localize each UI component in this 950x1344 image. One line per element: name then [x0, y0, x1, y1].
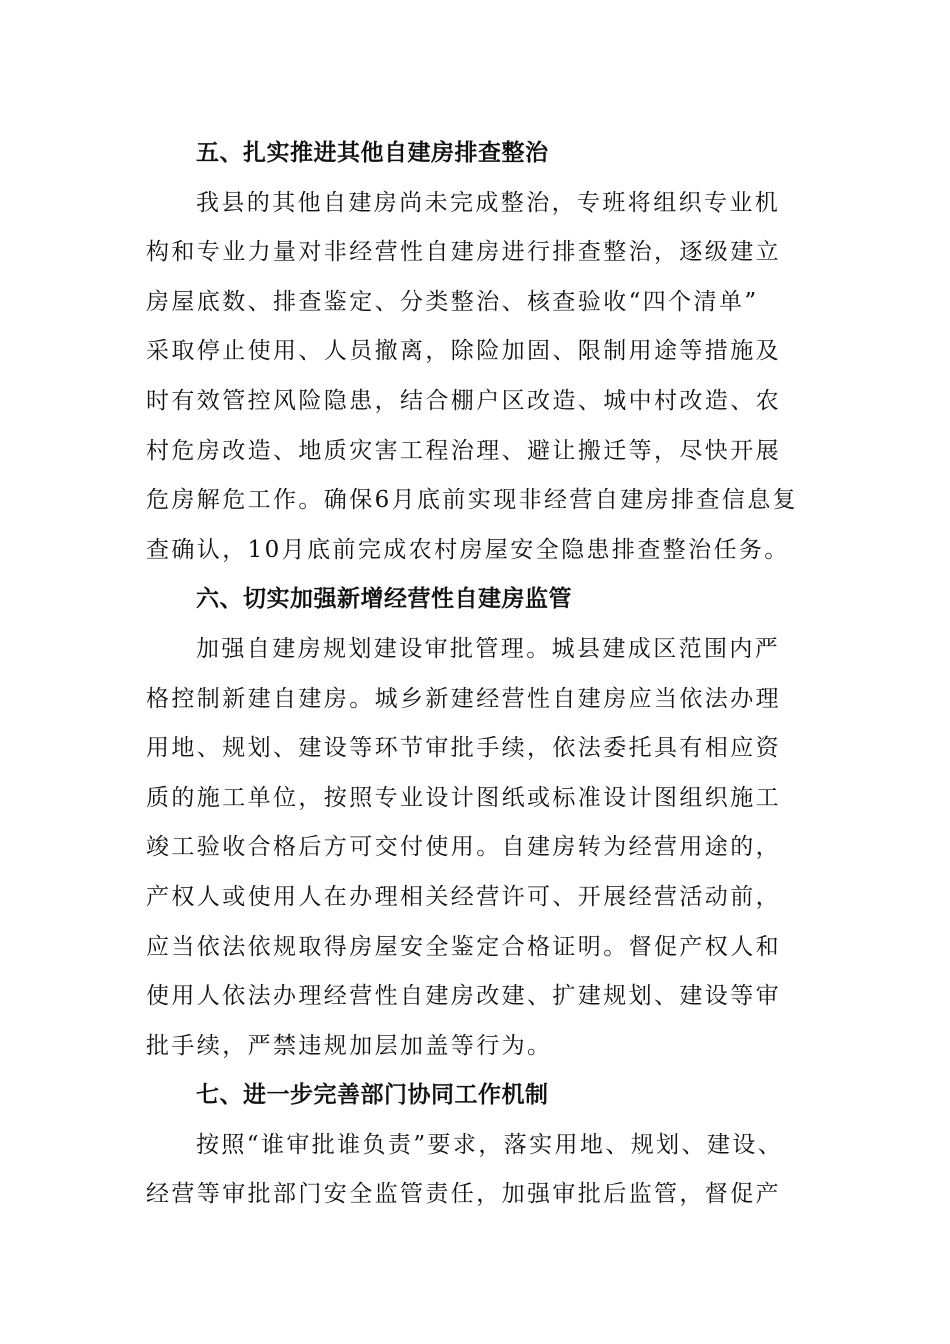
paragraph-line: 构和专业力量对非经营性自建房进行排查整治，逐级建立	[146, 239, 781, 266]
paragraph-line: 采取停止使用、人员撤离，除险加固、限制用途等措施及	[146, 338, 781, 365]
paragraph-line: 房屋底数、排查鉴定、分类整治、核查验收“四个清单”	[146, 288, 759, 315]
paragraph-line: 我县的其他自建房尚未完成整治，专班将组织专业机	[196, 189, 781, 216]
paragraph-line: 危房解危工作。确保6月底前实现非经营自建房排查信息复	[146, 487, 799, 514]
document-body	[146, 129, 826, 1220]
paragraph-line: 加强自建房规划建设审批管理。城县建成区范围内严	[196, 635, 781, 662]
paragraph-line: 经营等审批部门安全监管责任，加强审批后监管，督促产	[146, 1181, 781, 1208]
paragraph-line: 应当依法依规取得房屋安全鉴定合格证明。督促产权人和	[146, 933, 781, 960]
section-five	[146, 129, 826, 575]
section-heading: 七、进一步完善部门协同工作机制	[196, 1082, 549, 1109]
section-paragraph	[146, 1121, 826, 1220]
section-heading: 五、扎实推进其他自建房排查整治	[196, 140, 549, 166]
paragraph-line: 村危房改造、地质灾害工程治理、避让搬迁等，尽快开展	[146, 437, 781, 464]
paragraph-line: 竣工验收合格后方可交付使用。自建房转为经营用途的，	[146, 834, 781, 861]
paragraph-line: 格控制新建自建房。城乡新建经营性自建房应当依法办理	[146, 685, 781, 712]
paragraph-line: 使用人依法办理经营性自建房改建、扩建规划、建设等审	[146, 983, 781, 1010]
section-six	[146, 575, 826, 1071]
section-seven	[146, 1071, 826, 1220]
paragraph-line: 质的施工单位，按照专业设计图纸或标准设计图组织施工	[146, 784, 781, 811]
paragraph-line: 按照“谁审批谁负责”要求，落实用地、规划、建设、	[196, 1131, 784, 1158]
paragraph-line: 时有效管控风险隐患，结合棚户区改造、城中村改造、农	[146, 387, 781, 414]
paragraph-line: 查确认，10月底前完成农村房屋安全隐患排查整治任务。	[146, 536, 790, 563]
paragraph-line: 批手续，严禁违规加层加盖等行为。	[146, 1032, 553, 1059]
section-paragraph	[146, 179, 826, 576]
paragraph-line: 用地、规划、建设等环节审批手续，依法委托具有相应资	[146, 735, 781, 762]
section-heading: 六、切实加强新增经营性自建房监管	[196, 586, 572, 613]
section-paragraph	[146, 625, 826, 1071]
paragraph-line: 产权人或使用人在办理相关经营许可、开展经营活动前，	[146, 883, 781, 910]
